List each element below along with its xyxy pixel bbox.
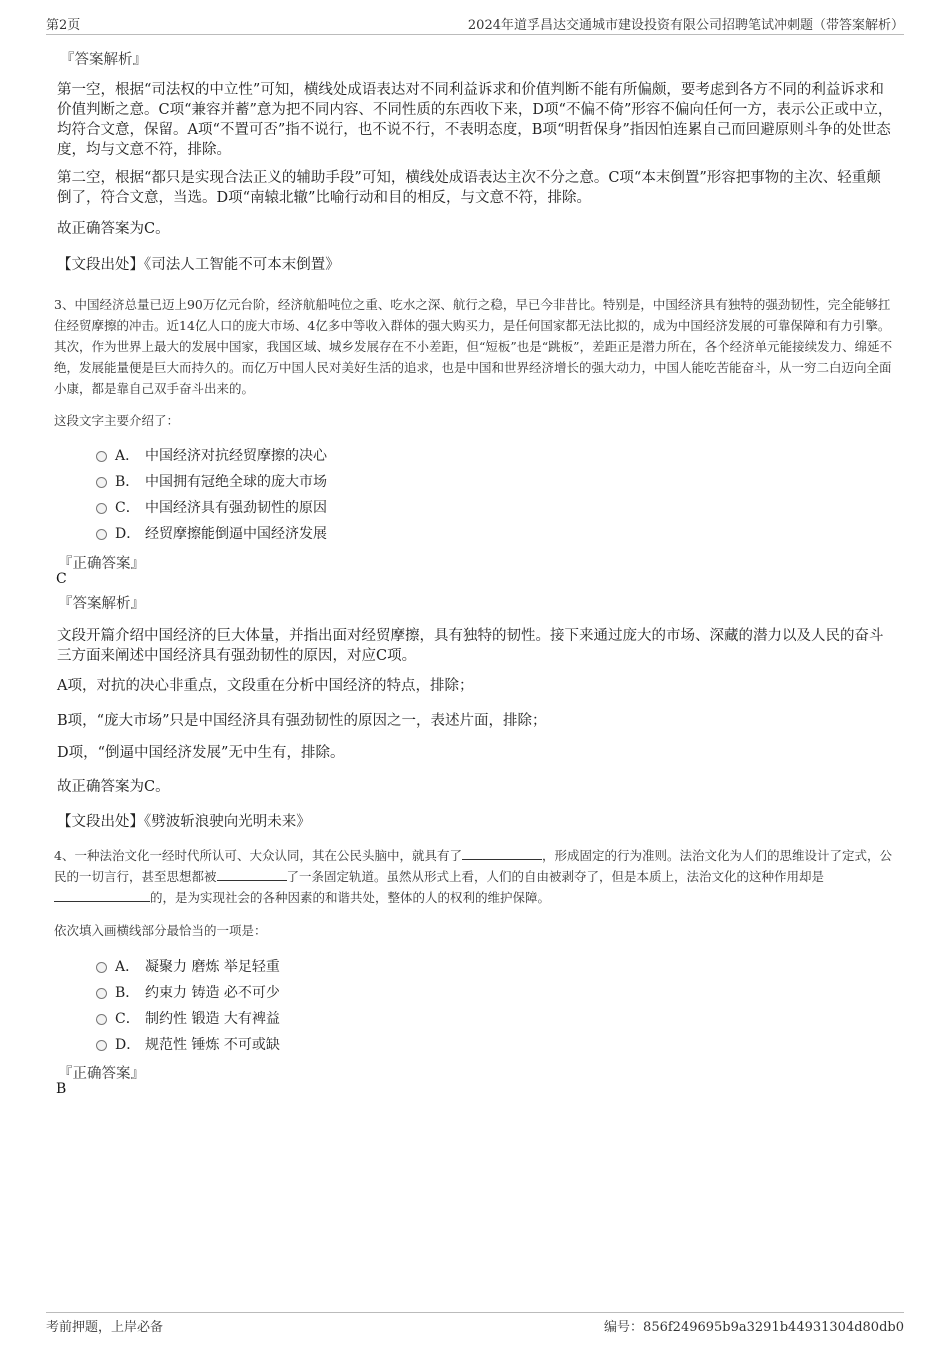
option-text: 中国拥有冠绝全球的庞大市场 <box>145 474 327 490</box>
page-number: 第2页 <box>46 18 81 33</box>
q2-conclusion: 故正确答案为C。 <box>57 221 170 237</box>
option-key: C． <box>115 1011 140 1027</box>
page-footer <box>46 1312 904 1335</box>
q2-analysis-paragraph-1: 第一空，根据“司法权的中立性”可知，横线处成语表达对不同利益诉求和价值判断不能有所偏颇，要考虑到各方不同的利益诉求和价值判断之意。C项“兼容并蓄”意为把不同内容、不同性质的东西收下来，D项“不偏不倚”形容不偏向任何一方，表示公正或中立，均符合文意，保留。A项“不置可否”指不说行，也不说不行，不表明态度，B项“明哲保身”指因怕连累自己而回避原则斗争的处世态度，均与文意不符，排除。 <box>57 82 893 158</box>
option-text: 规范性 锤炼 不可或缺 <box>145 1037 280 1053</box>
footer-slogan: 考前押题，上岸必备 <box>46 1320 164 1335</box>
radio-icon[interactable] <box>96 1040 107 1051</box>
option-text: 中国经济对抗经贸摩擦的决心 <box>145 448 327 464</box>
q4-answer: B <box>56 1081 67 1097</box>
q4-option-b[interactable] <box>96 982 280 1002</box>
option-key: C． <box>115 500 140 516</box>
q2-source: 【文段出处】《司法人工智能不可本末倒置》 <box>57 257 340 273</box>
q3-analysis-label: 『答案解析』 <box>58 596 145 612</box>
option-key: A． <box>115 959 140 975</box>
blank-3 <box>54 888 150 902</box>
q3-option-c[interactable] <box>96 497 327 517</box>
option-key: A． <box>115 448 140 464</box>
option-key: B． <box>115 985 140 1001</box>
radio-icon[interactable] <box>96 477 107 488</box>
q4-prompt: 依次填入画横线部分最恰当的一项是： <box>54 923 267 938</box>
q4-option-a[interactable] <box>96 956 280 976</box>
option-key: B． <box>115 474 140 490</box>
q3-option-a[interactable] <box>96 445 327 465</box>
q2-analysis-paragraph-2: 第二空，根据“都只是实现合法正义的辅助手段”可知，横线处成语表达主次不分之意。C项“本末倒置”形容把事物的主次、轻重颠倒了，符合文意，当选。D项“南辕北辙”比喻行动和目的相反，与文意不符，排除。 <box>57 170 881 206</box>
option-text: 约束力 铸造 必不可少 <box>145 985 280 1001</box>
q2-analysis-label: 『答案解析』 <box>60 52 147 68</box>
radio-icon[interactable] <box>96 962 107 973</box>
q3-option-d[interactable] <box>96 523 327 543</box>
q4-text-part-4: 的，是为实现社会的各种因素的和谐共处，整体的人的权利的维护保障。 <box>150 890 551 905</box>
q3-analysis-b: B项，“庞大市场”只是中国经济具有强劲韧性的原因之一，表述片面，排除； <box>57 713 547 729</box>
q3-analysis-d: D项，“倒逼中国经济发展”无中生有，排除。 <box>57 745 345 761</box>
option-key: D． <box>115 1037 141 1053</box>
q3-conclusion: 故正确答案为C。 <box>57 779 170 795</box>
q4-option-d[interactable] <box>96 1034 280 1054</box>
q4-text-part-2: ，形成固定的行为准则。法治文化为人们的思维设计了定式，公民的一切言行，甚至思想都被 <box>54 848 892 884</box>
q3-analysis-a: A项，对抗的决心非重点，文段重在分析中国经济的特点，排除； <box>57 678 474 694</box>
q4-question-text <box>54 845 896 908</box>
option-text: 凝聚力 磨炼 举足轻重 <box>145 959 280 975</box>
radio-icon[interactable] <box>96 451 107 462</box>
q4-text-part-3: 了一条固定轨道。虽然从形式上看，人们的自由被剥夺了，但是本质上，法治文化的这种作用却是 <box>286 869 825 884</box>
blank-1 <box>462 846 542 860</box>
document-title: 2024年道孚昌达交通城市建设投资有限公司招聘笔试冲刺题（带答案解析） <box>467 18 904 33</box>
radio-icon[interactable] <box>96 988 107 999</box>
radio-icon[interactable] <box>96 529 107 540</box>
q4-answer-label: 『正确答案』 <box>58 1066 145 1082</box>
document-code: 编号：856f249695b9a3291b44931304d80db0 <box>604 1320 904 1335</box>
option-text: 经贸摩擦能倒逼中国经济发展 <box>145 526 327 542</box>
q3-analysis-paragraph-1: 文段开篇介绍中国经济的巨大体量，并指出面对经贸摩擦，具有独特的韧性。接下来通过庞大的市场、深藏的潜力以及人民的奋斗三方面来阐述中国经济具有强劲韧性的原因，对应C项。 <box>57 628 884 664</box>
q3-prompt: 这段文字主要介绍了： <box>54 413 180 428</box>
q4-option-c[interactable] <box>96 1008 280 1028</box>
radio-icon[interactable] <box>96 1014 107 1025</box>
blank-2 <box>217 867 287 881</box>
page-header <box>46 14 904 35</box>
q3-answer-label: 『正确答案』 <box>58 556 145 572</box>
q3-question-text: 3、中国经济总量已迈上90万亿元台阶，经济航船吨位之重、吃水之深、航行之稳，早已今非昔比。特别是，中国经济具有独特的强劲韧性，完全能够扛住经贸摩擦的冲击。近14亿人口的庞大市场、4亿多中等收入群体的强大购买力，是任何国家都无法比拟的，成为中国经济发展的可靠保障和有力引擎。其次，作为世界上最大的发展中国家，我国区域、城乡发展存在不小差距，但“短板”也是“跳板”，差距正是潜力所在，各个经济单元能接续发力、绵延不绝，发展能量便是巨大而持久的。而亿万中国人民对美好生活的追求，也是中国和世界经济增长的强大动力，中国人能吃苦能奋斗，从一穷二白迈向全面小康，都是靠自己双手奋斗出来的。 <box>54 297 893 396</box>
q3-option-b[interactable] <box>96 471 327 491</box>
option-text: 中国经济具有强劲韧性的原因 <box>145 500 327 516</box>
option-key: D． <box>115 526 141 542</box>
q3-source: 【文段出处】《劈波斩浪驶向光明未来》 <box>57 814 311 830</box>
q3-answer: C <box>56 571 67 587</box>
radio-icon[interactable] <box>96 503 107 514</box>
q4-text-part-1: 4、一种法治文化一经时代所认可、大众认同，其在公民头脑中，就具有了 <box>54 848 462 863</box>
option-text: 制约性 锻造 大有裨益 <box>145 1011 280 1027</box>
